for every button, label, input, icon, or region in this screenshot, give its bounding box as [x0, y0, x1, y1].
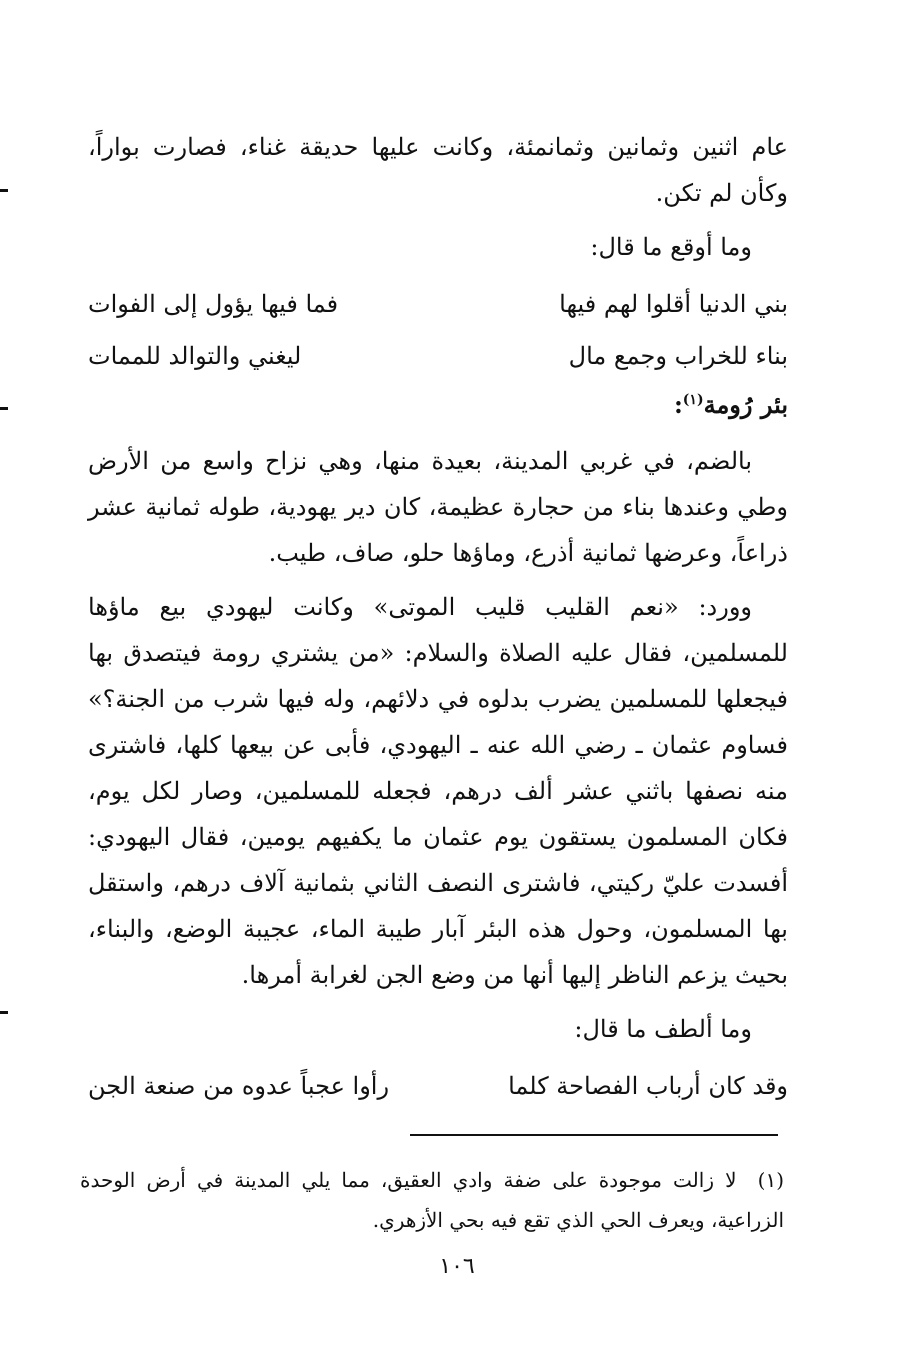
hemistich: بناء للخراب وجمع مال — [568, 342, 788, 370]
footnote-divider — [410, 1134, 778, 1136]
hemistich: بني الدنيا أقلوا لهم فيها — [559, 290, 788, 318]
verse-line — [88, 278, 788, 330]
footnote — [80, 1160, 784, 1240]
paragraph: عام اثنين وثمانين وثمانمئة، وكانت عليها حديقة غناء، فصارت بواراً، وكأن لم تكن. — [88, 133, 789, 207]
hemistich: ليغني والتوالد للممات — [88, 342, 302, 370]
hemistich: رأوا عجباً عدوه من صنعة الجن — [88, 1072, 390, 1100]
margin-mark — [0, 1011, 8, 1014]
verse-line — [88, 330, 788, 382]
footnote-text: لا زالت موجودة على ضفة وادي العقيق، مما يلي المدينة في أرض الوحدة الزراعية، ويعرف الحي الذي تقع فيه بحي الأزهري. — [80, 1168, 784, 1232]
heading-title: بئر رُومة — [703, 390, 788, 419]
footnote-number: (١) — [757, 1168, 785, 1192]
footnote-ref: (١) — [682, 392, 704, 408]
heading-colon: : — [673, 390, 683, 419]
hemistich: وقد كان أرباب الفصاحة كلما — [508, 1072, 788, 1100]
paragraph: وما ألطف ما قال: — [574, 1015, 752, 1043]
page-body — [88, 124, 788, 1112]
verse-line — [88, 1060, 788, 1112]
hemistich: فما فيها يؤول إلى الفوات — [88, 290, 339, 318]
page-number: ١٠٦ — [439, 1254, 475, 1279]
margin-mark — [0, 189, 8, 192]
section-heading — [88, 382, 788, 428]
paragraph: وورد: «نعم القليب قليب الموتى» وكانت ليهودي بيع ماؤها للمسلمين، فقال عليه الصلاة والسلام: «من يشتري رومة فيتصدق بها فيجعلها للمسلمين يضرب بدلوه في دلائهم، وله فيها شرب من الجنة؟» فساوم عثمان ـ رضي الله عنه ـ اليهودي، فأبى عن بيعها كلها، فاشترى منه نصفها باثني عشر ألف درهم، فجعله للمسلمين، وصار لكل يوم، فكان المسلمون يستقون يوم عثمان ما يكفيهم يومين، فقال اليهودي: أفسدت عليّ ركيتي، فاشترى النصف الثاني بثمانية آلاف درهم، واستقل بها المسلمون، وحول هذه البئر آبار طيبة الماء، عجيبة الوضع، والبناء، بحيث يزعم الناظر إليها أنها من وضع الجن لغرابة أمرها. — [88, 593, 788, 989]
paragraph: وما أوقع ما قال: — [590, 233, 752, 261]
margin-mark — [0, 407, 8, 410]
paragraph: بالضم، في غربي المدينة، بعيدة منها، وهي نزاح واسع من الأرض وطي وعندها بناء من حجارة عظيمة، كان دير يهودية، طوله ثمانية عشر ذراعاً، وعرضها ثمانية أذرع، وماؤها حلو، صاف، طيب. — [88, 447, 788, 567]
